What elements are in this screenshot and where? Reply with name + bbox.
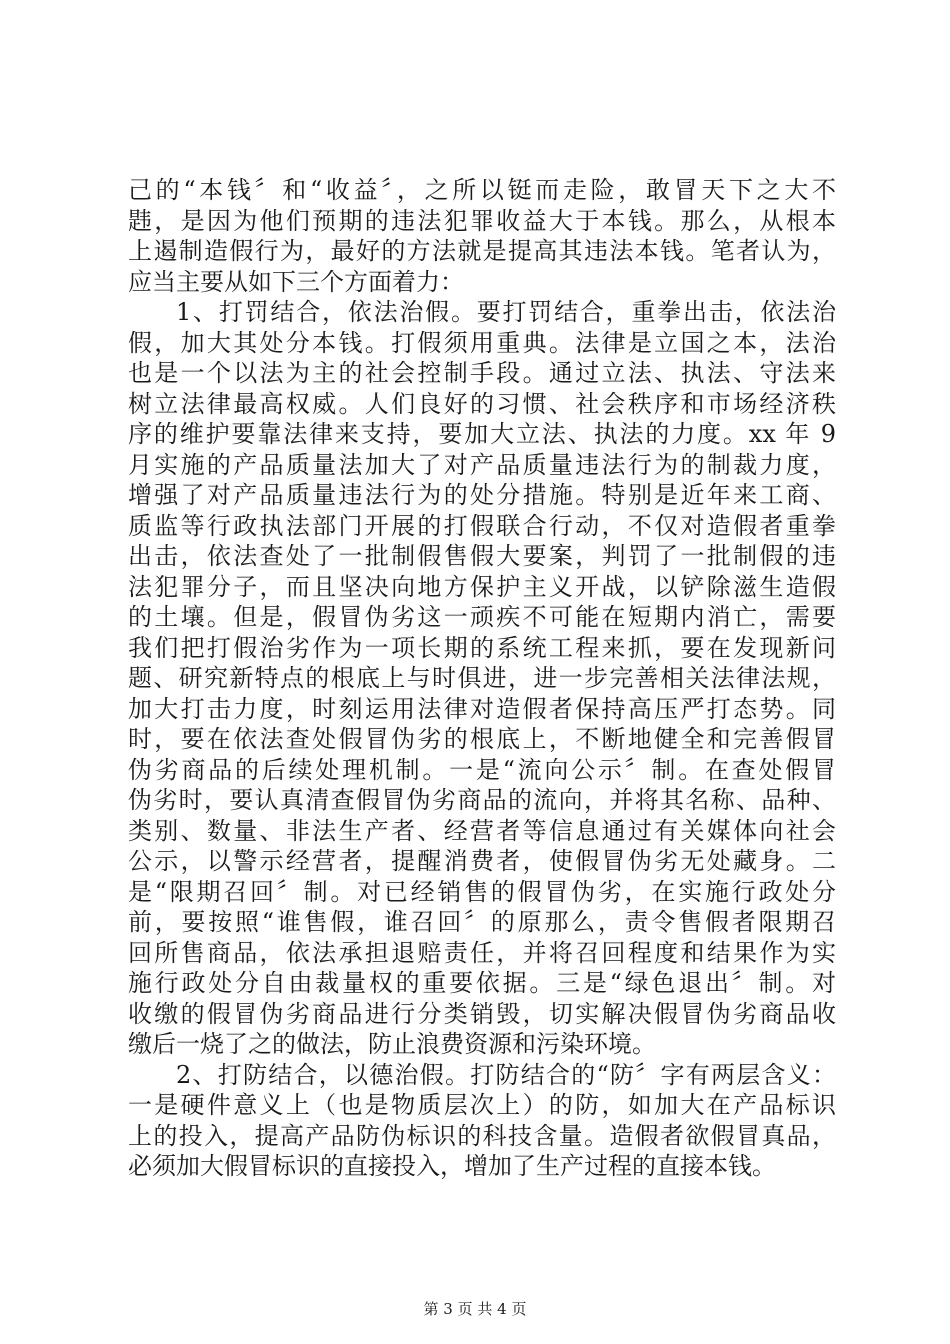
text-line: 缴后一烧了之的做法，防止浪费资源和污染环境。: [128, 1030, 656, 1058]
text-line: 收缴的假冒伪劣商品进行分类销毁，切实解决假冒伪劣商品收: [128, 999, 836, 1028]
page-footer: 第 3 页 共 4 页: [423, 1300, 527, 1318]
text-line: 必须加大假冒标识的直接投入，增加了生产过程的直接本钱。: [128, 1152, 776, 1180]
text-line: 2、打防结合，以德治假。打防结合的“防〞字有两层含义：: [176, 1060, 836, 1089]
text-line: 假，加大其处分本钱。打假须用重典。法律是立国之本，法治: [128, 328, 836, 357]
text-line: 一是硬件意义上（也是物质层次上）的防，如加大在产品标识: [128, 1091, 836, 1119]
text-line: 题、研究新特点的根底上与时俱进，进一步完善相关法律法规，: [128, 664, 836, 692]
text-line: 回所售商品，依法承担退赔责任，并将召回程度和结果作为实: [128, 938, 836, 967]
text-line: 出击，依法查处了一批制假售假大要案，判罚了一批制假的违: [128, 542, 836, 570]
text-line: 己的“本钱〞和“收益〞，之所以铤而走险，敢冒天下之大不: [128, 176, 836, 204]
text-line: 上遏制造假行为，最好的方法就是提高其违法本钱。笔者认为，: [128, 237, 836, 265]
text-line: 时，要在依法查处假冒伪劣的根底上，不断地健全和完善假冒: [128, 725, 836, 753]
text-line: 伪劣时，要认真清查假冒伪劣商品的流向，并将其名称、品种、: [128, 786, 836, 814]
text-line: 月实施的产品质量法加大了对产品质量违法行为的制裁力度，: [128, 450, 836, 479]
text-line: 加大打击力度，时刻运用法律对造假者保持高压严打态势。同: [128, 694, 836, 723]
text-line: 施行政处分自由裁量权的重要依据。三是“绿色退出〞制。对: [128, 969, 836, 997]
text-line: 类别、数量、非法生产者、经营者等信息通过有关媒体向社会: [128, 816, 836, 845]
text-line: 增强了对产品质量违法行为的处分措施。特别是近年来工商、: [128, 481, 836, 509]
text-line: 树立法律最高权威。人们良好的习惯、社会秩序和市场经济秩: [128, 389, 836, 418]
text-line: 伪劣商品的后续处理机制。一是“流向公示〞制。在查处假冒: [128, 755, 836, 784]
text-line: 的土壤。但是，假冒伪劣这一顽疾不可能在短期内消亡，需要: [128, 603, 836, 631]
text-line: 质监等行政执法部门开展的打假联合行动，不仅对造假者重拳: [128, 511, 836, 540]
document-body: [128, 175, 836, 1182]
text-line: 1、打罚结合，依法治假。要打罚结合，重拳出击，依法治: [176, 298, 836, 326]
text-line: 应当主要从如下三个方面着力：: [128, 267, 464, 296]
text-line: 上的投入，提高产品防伪标识的科技含量。造假者欲假冒真品，: [128, 1121, 836, 1150]
text-line: 我们把打假治劣作为一项长期的系统工程来抓，要在发现新问: [128, 633, 836, 662]
text-line: 韪，是因为他们预期的违法犯罪收益大于本钱。那么，从根本: [128, 206, 836, 235]
text-line: 是“限期召回〞制。对已经销售的假冒伪劣，在实施行政处分: [128, 877, 836, 906]
text-line: 法犯罪分子，而且坚决向地方保护主义开战，以铲除滋生造假: [128, 572, 836, 601]
text-line: 序的维护要靠法律来支持，要加大立法、执法的力度。xx 年 9: [128, 420, 836, 448]
text-line: 前，要按照“谁售假，谁召回〞的原那么，责令售假者限期召: [128, 908, 836, 936]
text-line: 公示，以警示经营者，提醒消费者，使假冒伪劣无处藏身。二: [128, 847, 836, 875]
text-line: 也是一个以法为主的社会控制手段。通过立法、执法、守法来: [128, 359, 836, 387]
